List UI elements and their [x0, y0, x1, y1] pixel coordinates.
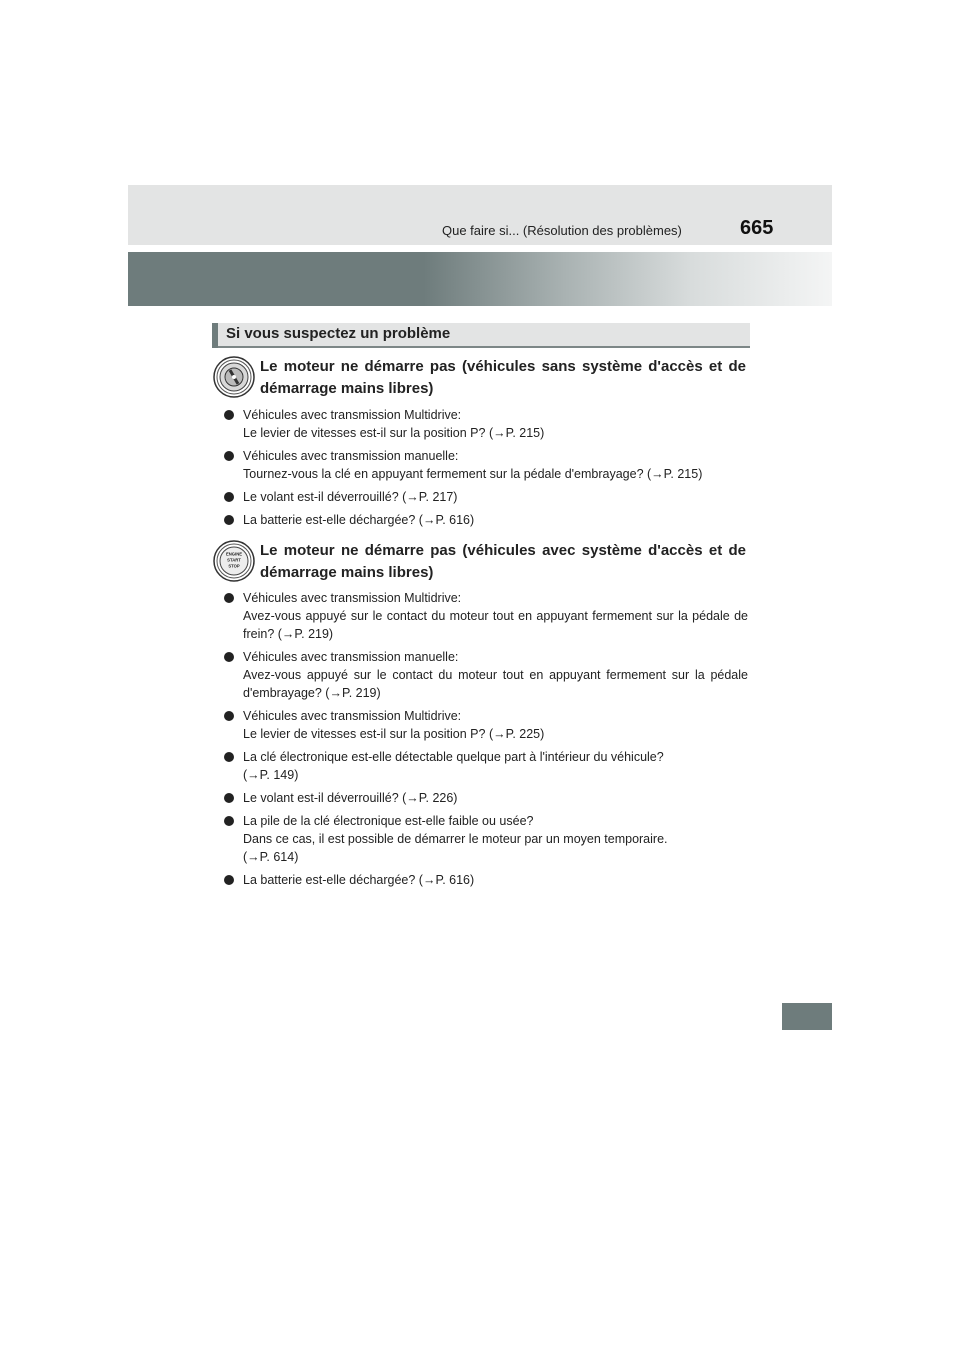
bullet-dot-icon — [224, 793, 234, 803]
list-item — [224, 488, 748, 506]
list-item-text: La batterie est-elle déchargée? (→P. 616) — [243, 873, 475, 887]
list-item-text: Le volant est-il déverrouillé? (→P. 217) — [243, 490, 458, 504]
icon-label: ENGINE — [225, 551, 243, 557]
list-item-text: Véhicules avec transmission Multidrive: — [243, 408, 462, 422]
engine-start-stop-button-icon — [213, 540, 255, 587]
list-item-text: (→P. 149) — [243, 768, 299, 782]
list-item-text: (→P. 614) — [243, 850, 299, 864]
list-item — [224, 589, 748, 643]
list-item-text: La clé électronique est-elle détectable quelque part à l'intérieur du véhicule? — [243, 750, 664, 764]
bullet-dot-icon — [224, 515, 234, 525]
list-item — [224, 748, 748, 784]
bullet-dot-icon — [224, 593, 234, 603]
list-item-text: La batterie est-elle déchargée? (→P. 616) — [243, 513, 475, 527]
list-item-text: Véhicules avec transmission Multidrive: — [243, 709, 462, 723]
list-item-text: Véhicules avec transmission manuelle: — [243, 449, 459, 463]
ignition-key-switch-icon — [213, 356, 255, 403]
chapter-title: Que faire si... (Résolution des problèmes) — [442, 223, 682, 238]
list-item-text: Le levier de vitesses est-il sur la position P? (→P. 215) — [243, 426, 545, 440]
section-heading-text: Si vous suspectez un problème — [226, 325, 451, 342]
bullet-dot-icon — [224, 816, 234, 826]
chapter-banner — [128, 252, 832, 306]
subsection-heading-smart-key: Le moteur ne démarre pas (véhicules avec système d'accès et de démarrage mains libres) — [260, 542, 746, 581]
bullet-list-no-smart-key — [224, 406, 748, 534]
bullet-dot-icon — [224, 752, 234, 762]
bullet-dot-icon — [224, 410, 234, 420]
list-item — [224, 648, 748, 702]
list-item — [224, 871, 748, 889]
bullet-list-smart-key — [224, 589, 748, 894]
icon-label: STOP — [228, 563, 240, 569]
bullet-dot-icon — [224, 711, 234, 721]
page-number: 665 — [740, 217, 774, 239]
list-item — [224, 789, 748, 807]
list-item-text: Le volant est-il déverrouillé? (→P. 226) — [243, 791, 458, 805]
section-heading — [212, 323, 750, 348]
list-item-text: Véhicules avec transmission manuelle: — [243, 650, 459, 664]
list-item-text: La pile de la clé électronique est-elle faible ou usée? — [243, 814, 534, 828]
list-item-text: Véhicules avec transmission Multidrive: — [243, 591, 462, 605]
list-item — [224, 707, 748, 743]
bullet-dot-icon — [224, 492, 234, 502]
list-item-text: Dans ce cas, il est possible de démarrer le moteur par un moyen temporaire. — [243, 832, 668, 846]
icon-label: START — [227, 557, 241, 563]
subsection-heading-no-smart-key: Le moteur ne démarre pas (véhicules sans système d'accès et de démarrage mains libres) — [260, 358, 746, 397]
bullet-dot-icon — [224, 875, 234, 885]
list-item — [224, 406, 748, 442]
bullet-dot-icon — [224, 652, 234, 662]
list-item-text: Avez-vous appuyé sur le contact du moteur tout en appuyant fermement sur la pédale d'embrayage? (→P. 219) — [243, 668, 748, 700]
list-item — [224, 447, 748, 483]
list-item-text: Avez-vous appuyé sur le contact du moteur tout en appuyant fermement sur la pédale de frein? (→P. 219) — [243, 609, 748, 641]
chapter-side-tab — [782, 1003, 832, 1030]
list-item — [224, 511, 748, 529]
list-item-text: Tournez-vous la clé en appuyant fermement sur la pédale d'embrayage? (→P. 215) — [243, 467, 703, 481]
list-item — [224, 812, 748, 866]
list-item-text: Le levier de vitesses est-il sur la position P? (→P. 225) — [243, 727, 545, 741]
bullet-dot-icon — [224, 451, 234, 461]
